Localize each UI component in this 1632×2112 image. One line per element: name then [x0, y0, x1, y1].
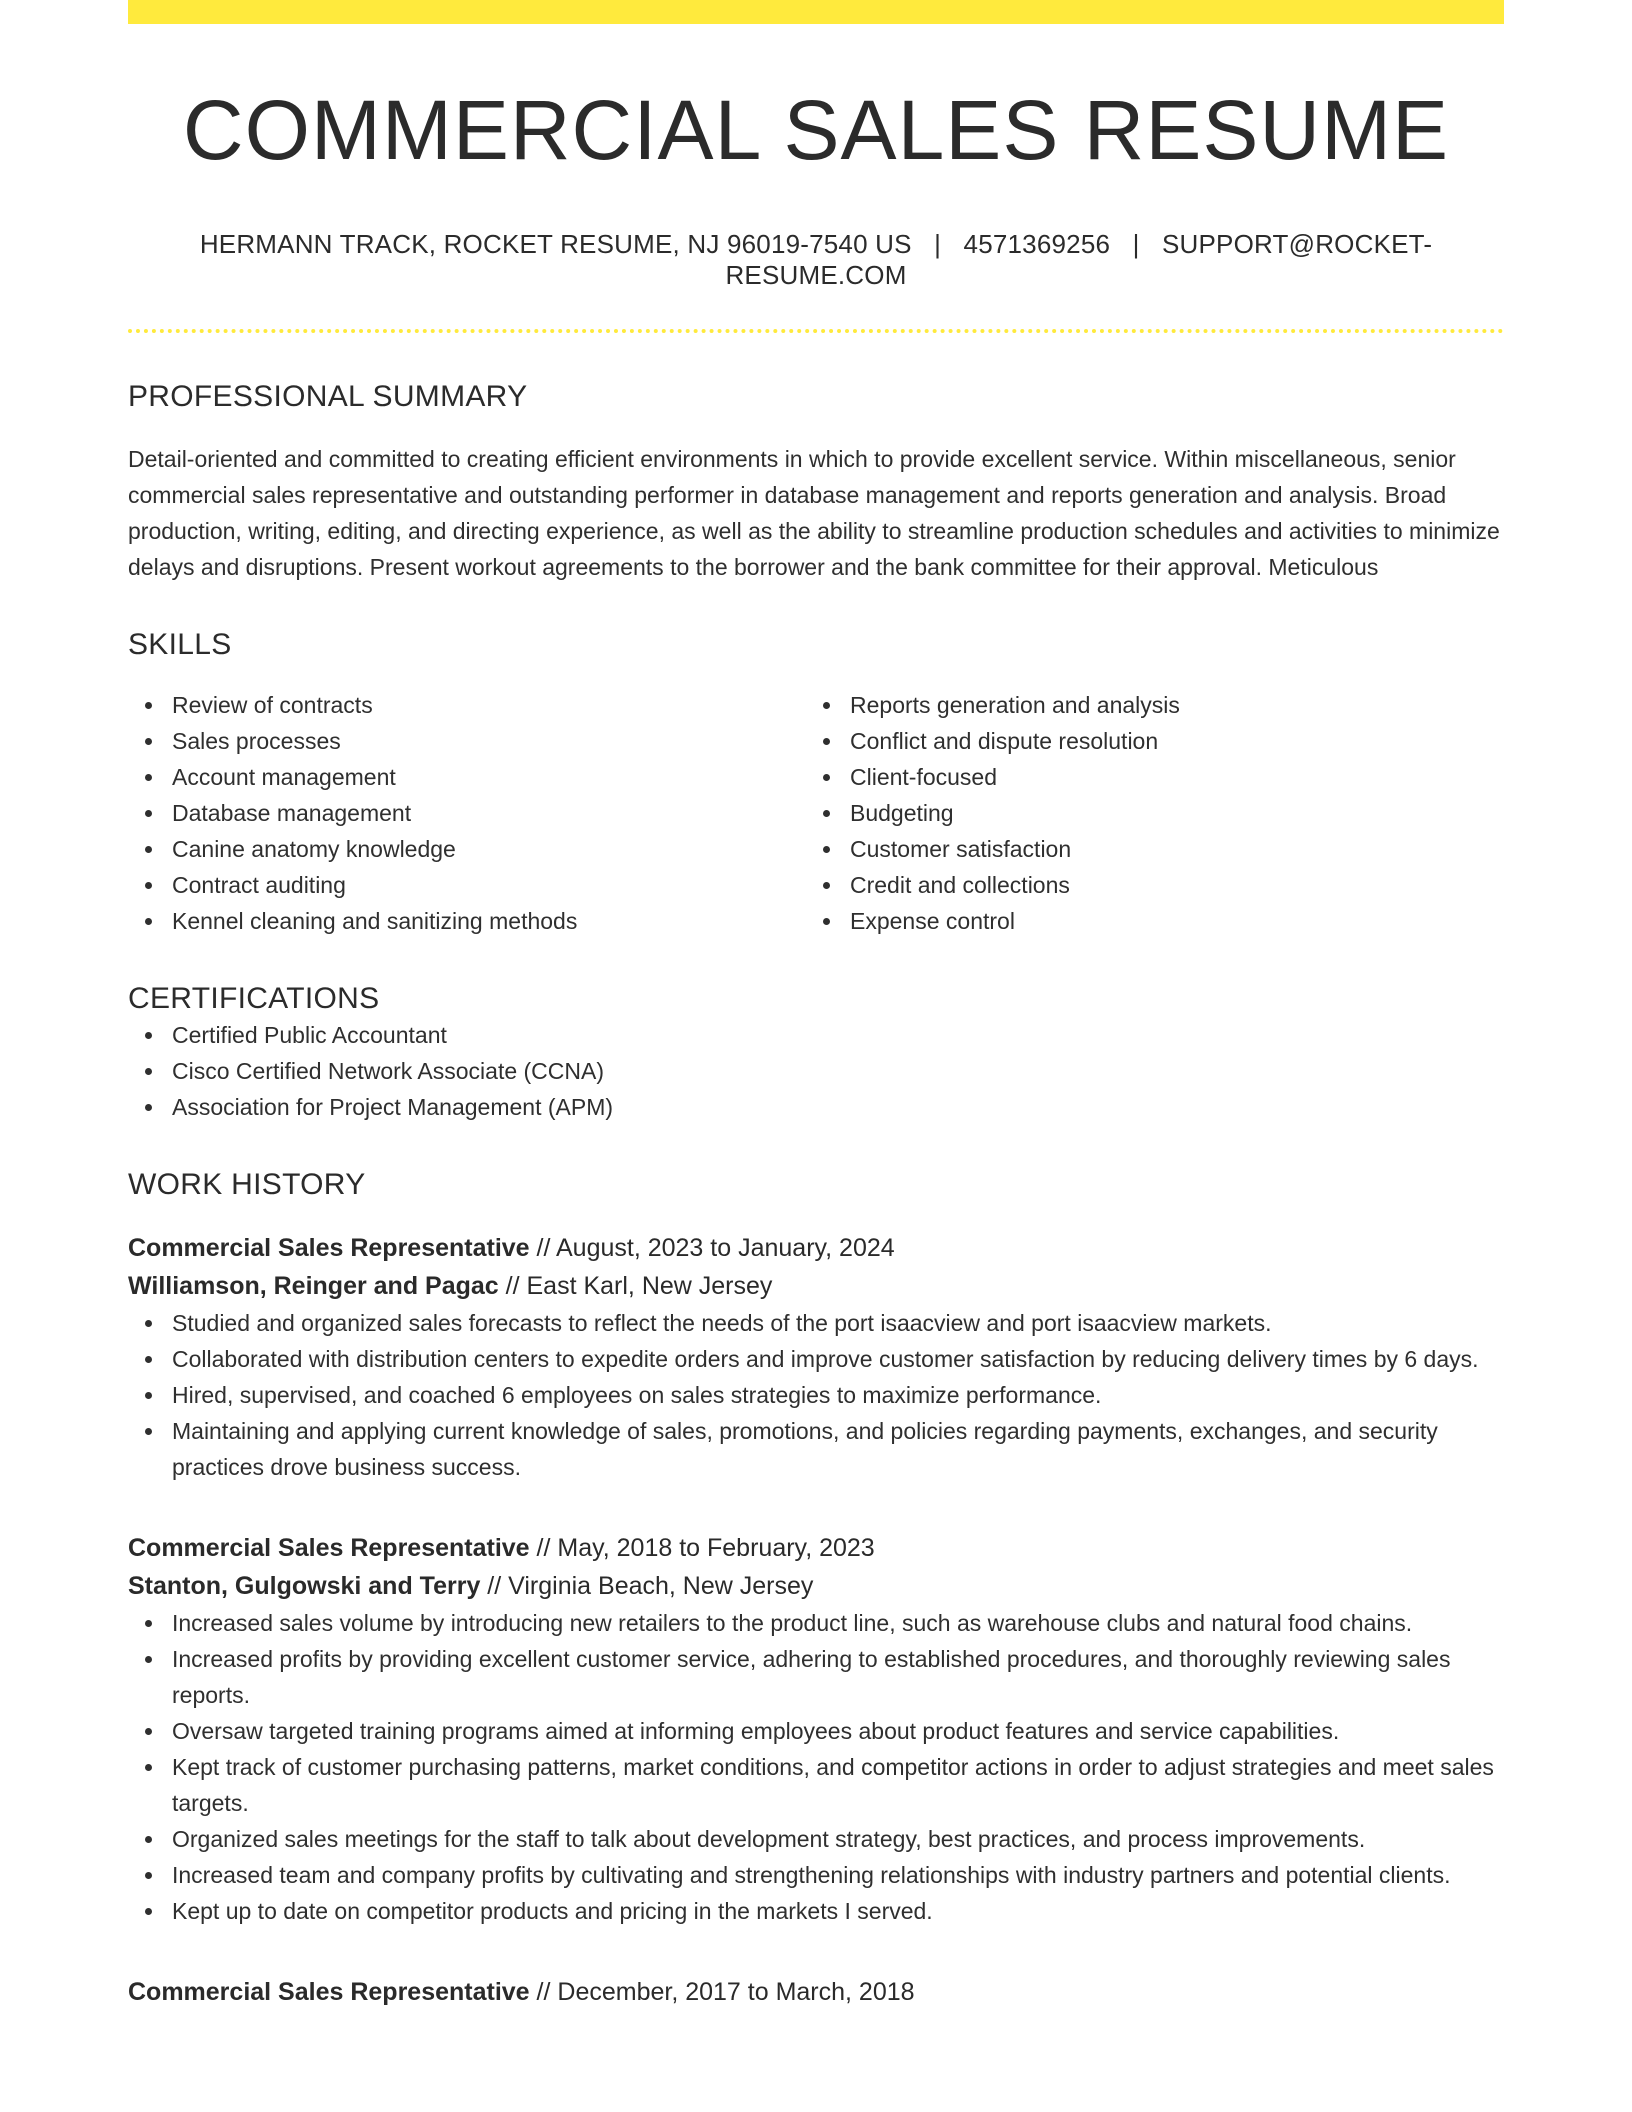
- skill-item: Client-focused: [806, 759, 1484, 795]
- job-bullet: Maintaining and applying current knowledge of sales, promotions, and policies regarding payments, exchanges, and security practices drove business success.: [128, 1413, 1504, 1485]
- job-company: Williamson, Reinger and Pagac: [128, 1271, 499, 1300]
- skill-item: Review of contracts: [128, 687, 806, 723]
- certifications-section: [128, 981, 1504, 1125]
- top-accent-bar: [128, 0, 1504, 24]
- summary-section: [128, 379, 1504, 585]
- job-bullet-list: [128, 1305, 1504, 1485]
- skill-item: Customer satisfaction: [806, 831, 1484, 867]
- work-history-heading: WORK HISTORY: [128, 1167, 366, 1201]
- job-separator: //: [529, 1533, 558, 1562]
- job-separator: //: [529, 1233, 556, 1262]
- job-separator: //: [529, 1977, 558, 2006]
- skill-item: Account management: [128, 759, 806, 795]
- job-bullet: Collaborated with distribution centers to expedite orders and improve customer satisfaction by reducing delivery times by 6 days.: [128, 1341, 1504, 1377]
- job-location: Virginia Beach, New Jersey: [508, 1571, 814, 1600]
- work-history-section: [128, 1167, 1504, 2011]
- resume-page: [128, 0, 1504, 2011]
- certification-item: Certified Public Accountant: [128, 1017, 1504, 1053]
- contact-separator: |: [1132, 228, 1140, 259]
- summary-text: Detail-oriented and committed to creating efficient environments in which to provide excellent service. Within miscellaneous, senior commercial sales representative and outstanding performer in database management and reports generation and analysis. Broad production, writing, editing, and directing experience, as well as the ability to streamline production schedules and activities to minimize delays and disruptions. Present workout agreements to the borrower and the bank committee for their approval. Meticulous: [128, 445, 1500, 580]
- job-bullet: Oversaw targeted training programs aimed at informing employees about product features and service capabilities.: [128, 1713, 1504, 1749]
- certifications-heading: CERTIFICATIONS: [128, 981, 380, 1015]
- skill-item: Reports generation and analysis: [806, 687, 1484, 723]
- job-title-line: [128, 1973, 1504, 2011]
- skill-item: Kennel cleaning and sanitizing methods: [128, 903, 806, 939]
- skill-item: Expense control: [806, 903, 1484, 939]
- job-dates: December, 2017 to March, 2018: [557, 1977, 915, 2006]
- skills-list-left: [128, 687, 806, 939]
- contact-phone: 4571369256: [963, 228, 1111, 259]
- job-title-line: [128, 1529, 1504, 1567]
- contact-email: SUPPORT@ROCKET-RESUME.COM: [725, 228, 1433, 290]
- skills-section: [128, 627, 1504, 939]
- skill-item: Credit and collections: [806, 867, 1484, 903]
- skill-item: Contract auditing: [128, 867, 806, 903]
- job-title-line: [128, 1229, 1504, 1267]
- job-title: Commercial Sales Representative: [128, 1533, 530, 1562]
- contact-address: HERMANN TRACK, ROCKET RESUME, NJ 96019-7540 US: [199, 228, 912, 259]
- job-company-line: [128, 1267, 1504, 1305]
- job-bullet: Increased team and company profits by cultivating and strengthening relationships with industry partners and potential clients.: [128, 1857, 1504, 1893]
- job-bullet: Hired, supervised, and coached 6 employees on sales strategies to maximize performance.: [128, 1377, 1504, 1413]
- skill-item: Canine anatomy knowledge: [128, 831, 806, 867]
- skills-heading: SKILLS: [128, 627, 232, 661]
- summary-heading: PROFESSIONAL SUMMARY: [128, 379, 528, 413]
- certification-item: Association for Project Management (APM): [128, 1089, 1504, 1125]
- skills-grid: [128, 687, 1504, 939]
- skill-item: Conflict and dispute resolution: [806, 723, 1484, 759]
- resume-title: COMMERCIAL SALES RESUME: [182, 83, 1450, 177]
- skill-item: Budgeting: [806, 795, 1484, 831]
- job-bullet: Organized sales meetings for the staff to talk about development strategy, best practices, and process improvements.: [128, 1821, 1504, 1857]
- job-company-line: [128, 1567, 1504, 1605]
- job-entry: [128, 1529, 1504, 1929]
- job-title: Commercial Sales Representative: [128, 1233, 530, 1262]
- dotted-divider: [128, 329, 1504, 333]
- job-separator: //: [498, 1271, 527, 1300]
- skills-column-right: [806, 687, 1484, 939]
- job-entry: [128, 1229, 1504, 1485]
- job-title: Commercial Sales Representative: [128, 1977, 530, 2006]
- skill-item: Sales processes: [128, 723, 806, 759]
- skills-column-left: [128, 687, 806, 939]
- certifications-list: [128, 1017, 1504, 1125]
- job-bullet-list: [128, 1605, 1504, 1929]
- job-bullet: Kept track of customer purchasing patterns, market conditions, and competitor actions in order to adjust strategies and meet sales targets.: [128, 1749, 1504, 1821]
- job-bullet: Increased sales volume by introducing new retailers to the product line, such as warehouse clubs and natural food chains.: [128, 1605, 1504, 1641]
- job-company: Stanton, Gulgowski and Terry: [128, 1571, 481, 1600]
- skills-list-right: [806, 687, 1484, 939]
- job-location: East Karl, New Jersey: [526, 1271, 773, 1300]
- job-bullet: Studied and organized sales forecasts to reflect the needs of the port isaacview and port isaacview markets.: [128, 1305, 1504, 1341]
- contact-separator: |: [934, 228, 942, 259]
- job-dates: August, 2023 to January, 2024: [556, 1233, 895, 1262]
- job-bullet: Increased profits by providing excellent customer service, adhering to established procedures, and thoroughly reviewing sales reports.: [128, 1641, 1504, 1713]
- skill-item: Database management: [128, 795, 806, 831]
- certification-item: Cisco Certified Network Associate (CCNA): [128, 1053, 1504, 1089]
- job-bullet: Kept up to date on competitor products and pricing in the markets I served.: [128, 1893, 1504, 1929]
- job-separator: //: [480, 1571, 509, 1600]
- job-entry: [128, 1973, 1504, 2011]
- job-dates: May, 2018 to February, 2023: [557, 1533, 875, 1562]
- contact-line: [128, 229, 1504, 291]
